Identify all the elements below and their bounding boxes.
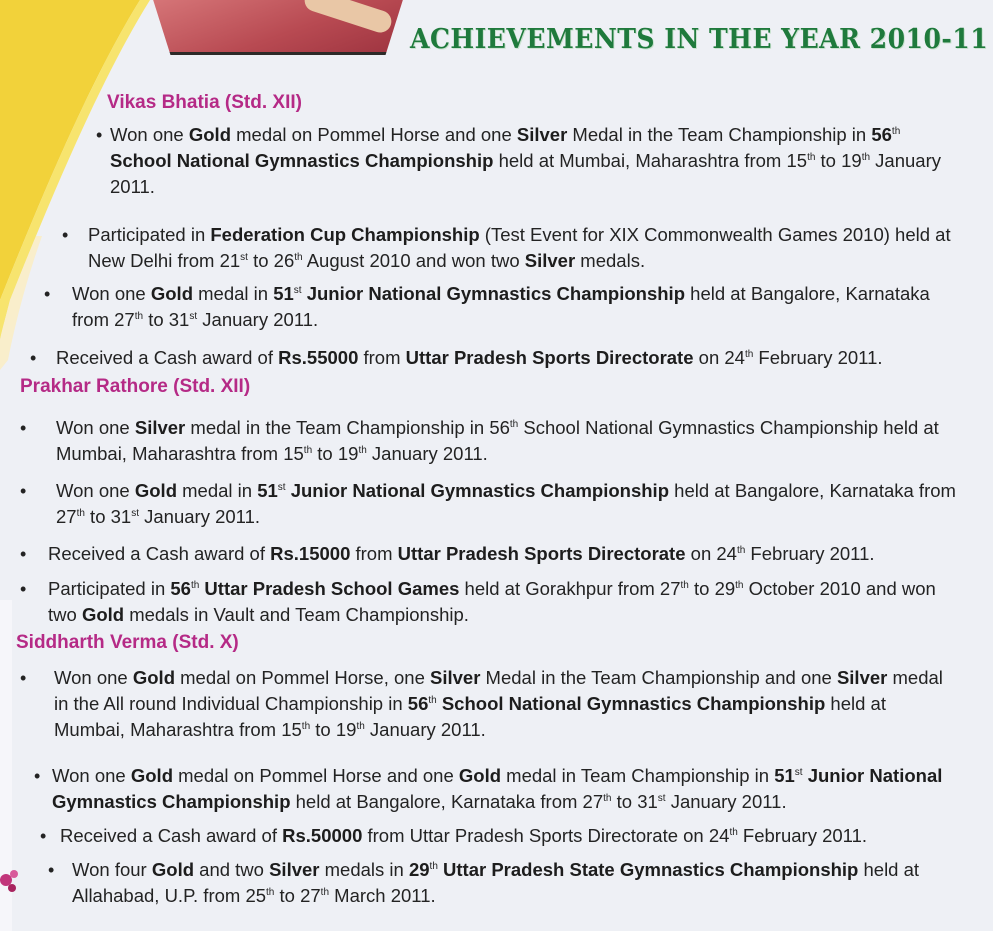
achievement-item [96, 122, 958, 200]
text-run: on 24 [693, 347, 745, 368]
ordinal-suffix: st [794, 767, 803, 778]
bold-text: Uttar Pradesh Sports Directorate [397, 543, 686, 564]
text-run: to 26 [247, 250, 295, 271]
bold-text: Gold [150, 283, 193, 304]
achievement-item [30, 345, 940, 371]
text-run: held at Mumbai, Maharashtra from 15 [54, 693, 886, 740]
bullet-icon: • [20, 481, 27, 501]
text-run: August 2010 and won two [302, 250, 525, 271]
achievement-item [20, 541, 958, 567]
text-run: Won one [56, 417, 135, 438]
text-run: medals. [575, 250, 646, 271]
text-run: February 2011. [753, 347, 883, 368]
text-run: January 2011. [364, 719, 486, 740]
bold-text: Federation Cup Championship [210, 224, 480, 245]
text-run: Won one [56, 480, 135, 501]
text-run: from [350, 543, 398, 564]
text-run: Medal in the Team Championship and one [480, 667, 837, 688]
ordinal-suffix: st [189, 311, 198, 322]
text-run: January 2011. [665, 791, 787, 812]
text-run: Won one [52, 765, 131, 786]
text-run: medal in the Team Championship in 56 [185, 417, 510, 438]
ordinal-suffix: th [266, 887, 275, 898]
text-run: Participated in [88, 224, 211, 245]
text-run: January 2011. [110, 150, 942, 197]
student-name: Vikas Bhatia (Std. XII) [107, 92, 302, 113]
bold-text: Uttar Pradesh School Games [199, 578, 460, 599]
text-run: to 19 [310, 719, 357, 740]
bold-text: Gold [81, 604, 125, 625]
achievement-item [62, 222, 958, 274]
text-run: from [358, 347, 406, 368]
ordinal-suffix: st [657, 793, 666, 804]
ordinal-suffix: st [240, 252, 248, 263]
bold-text: 51 [257, 480, 278, 501]
text-run: Won one [54, 667, 133, 688]
ordinal-suffix: th [358, 445, 367, 456]
text-run: medal in [177, 480, 258, 501]
bold-text: Junior National Gymnastics Championship [285, 480, 670, 501]
bold-text: 56 [871, 124, 892, 145]
text-run: Received a Cash award of [60, 825, 283, 846]
ordinal-suffix: th [736, 545, 746, 556]
bold-text: Silver [134, 417, 186, 438]
ordinal-suffix: th [680, 580, 689, 591]
bold-text: Uttar Pradesh State Gymnastics Championship [437, 859, 859, 880]
ordinal-suffix: th [735, 580, 744, 591]
text-run: from Uttar Pradesh Sports Directorate on 24 [362, 825, 730, 846]
text-run: February 2011. [745, 543, 875, 564]
achievement-item [20, 415, 958, 467]
ordinal-suffix: th [729, 827, 738, 838]
text-run: held at Allahabad, U.P. from 25 [72, 859, 920, 906]
text-run: to 31 [611, 791, 658, 812]
text-run: Medal in the Team Championship in [567, 124, 872, 145]
bold-text: School National Gymnastics Championship [110, 150, 494, 171]
ordinal-suffix: th [134, 311, 144, 322]
text-run: January 2011. [366, 443, 488, 464]
achievement-item [48, 857, 958, 909]
bold-text: Gold [132, 667, 175, 688]
bold-text: 29 [408, 859, 430, 880]
bullet-icon: • [20, 544, 27, 564]
text-run: Won one [110, 124, 189, 145]
text-run: Received a Cash award of [48, 543, 271, 564]
bullet-icon: • [20, 579, 27, 599]
text-run: medal on Pommel Horse and one [231, 124, 517, 145]
ordinal-suffix: th [428, 695, 437, 706]
text-run: October 2010 and won two [48, 578, 936, 625]
bold-text: Gold [458, 765, 502, 786]
bold-text: Silver [269, 859, 320, 880]
text-run: and two [194, 859, 270, 880]
bullet-icon: • [40, 826, 47, 846]
bold-text: Gold [130, 765, 173, 786]
text-run: medal in Team Championship in [501, 765, 775, 786]
text-run: Won four [72, 859, 152, 880]
bold-text: 51 [774, 765, 795, 786]
bullet-icon: • [34, 766, 41, 786]
text-run: Won one [72, 283, 151, 304]
ordinal-suffix: th [301, 721, 311, 732]
text-run: held at Bangalore, Karnataka from 27 [290, 791, 604, 812]
bullet-icon: • [44, 284, 51, 304]
ordinal-suffix: th [744, 349, 754, 360]
decorative-flower [0, 850, 30, 910]
bullet-icon: • [62, 225, 69, 245]
bullet-icon: • [96, 125, 103, 145]
bold-text: Junior National Gymnastics Championship [301, 283, 686, 304]
bold-text: Silver [524, 250, 576, 271]
text-run: medal on Pommel Horse and one [173, 765, 459, 786]
text-run: Received a Cash award of [56, 347, 279, 368]
text-run: to 19 [312, 443, 359, 464]
student-name: Prakhar Rathore (Std. XII) [20, 376, 251, 397]
text-run: medal in [193, 283, 274, 304]
text-run: January 2011. [197, 309, 319, 330]
text-run: (Test Event for XIX Commonwealth Games 2010) held at New Delhi from 21 [88, 224, 951, 271]
ordinal-suffix: th [356, 721, 365, 732]
text-run: medal in the All round Individual Championship in [54, 667, 943, 714]
achievement-item [44, 281, 958, 333]
bold-text: Uttar Pradesh Sports Directorate [405, 347, 694, 368]
bullet-icon: • [20, 668, 27, 688]
text-run: Participated in [48, 578, 171, 599]
text-run: held at Bangalore, Karnataka from 27 [56, 480, 956, 527]
text-run: to 31 [143, 309, 190, 330]
text-run: held at Gorakhpur from 27 [459, 578, 681, 599]
bold-text: Gold [188, 124, 231, 145]
bold-text: Gold [134, 480, 177, 501]
bold-text: Junior National Gymnastics Championship [52, 765, 943, 812]
bold-text: Silver [516, 124, 568, 145]
ordinal-suffix: th [807, 152, 816, 163]
bold-text: Rs.50000 [282, 825, 363, 846]
text-run: medals in [319, 859, 409, 880]
bold-text: Gold [151, 859, 195, 880]
bold-text: Silver [430, 667, 481, 688]
ordinal-suffix: th [303, 445, 313, 456]
achievement-item [34, 763, 958, 815]
student-name: Siddharth Verma (Std. X) [16, 632, 239, 653]
page-title: ACHIEVEMENTS IN THE YEAR 2010-11 [410, 24, 989, 55]
text-run: to 19 [815, 150, 862, 171]
ordinal-suffix: th [294, 252, 303, 263]
text-run: to 27 [274, 885, 321, 906]
ordinal-suffix: th [509, 419, 519, 430]
ordinal-suffix: th [603, 793, 612, 804]
text-run: held at Mumbai, Maharashtra from 15 [493, 150, 808, 171]
achievement-item [20, 665, 958, 743]
bullet-icon: • [20, 418, 27, 438]
text-run: held at Bangalore, Karnataka from 27 [72, 283, 930, 330]
text-run: March 2011. [329, 885, 436, 906]
bold-text: 56 [407, 693, 429, 714]
text-run: on 24 [685, 543, 737, 564]
ordinal-suffix: st [277, 482, 286, 493]
bold-text: Rs.55000 [278, 347, 359, 368]
achievement-item [40, 823, 958, 849]
ordinal-suffix: st [131, 508, 139, 519]
text-run: to 29 [688, 578, 736, 599]
achievement-item [20, 576, 958, 628]
bold-text: Silver [836, 667, 888, 688]
ordinal-suffix: st [293, 285, 302, 296]
ordinal-suffix: th [76, 508, 85, 519]
text-run: to 31 [84, 506, 132, 527]
text-run: medal on Pommel Horse, one [175, 667, 431, 688]
ordinal-suffix: th [429, 861, 438, 872]
bold-text: Rs.15000 [270, 543, 351, 564]
ordinal-suffix: th [320, 887, 330, 898]
bold-text: School National Gymnastics Championship [436, 693, 826, 714]
achievement-item [20, 478, 958, 530]
ordinal-suffix: th [190, 580, 200, 591]
text-run: medals in Vault and Team Championship. [124, 604, 469, 625]
text-run: School National Gymnastics Championship held at Mumbai, Maharashtra from 15 [56, 417, 939, 464]
ordinal-suffix: th [891, 126, 901, 137]
bold-text: 51 [273, 283, 294, 304]
bullet-icon: • [48, 860, 55, 880]
ordinal-suffix: th [861, 152, 871, 163]
text-run: February 2011. [737, 825, 868, 846]
bullet-icon: • [30, 348, 37, 368]
text-run: January 2011. [139, 506, 261, 527]
bold-text: 56 [170, 578, 191, 599]
